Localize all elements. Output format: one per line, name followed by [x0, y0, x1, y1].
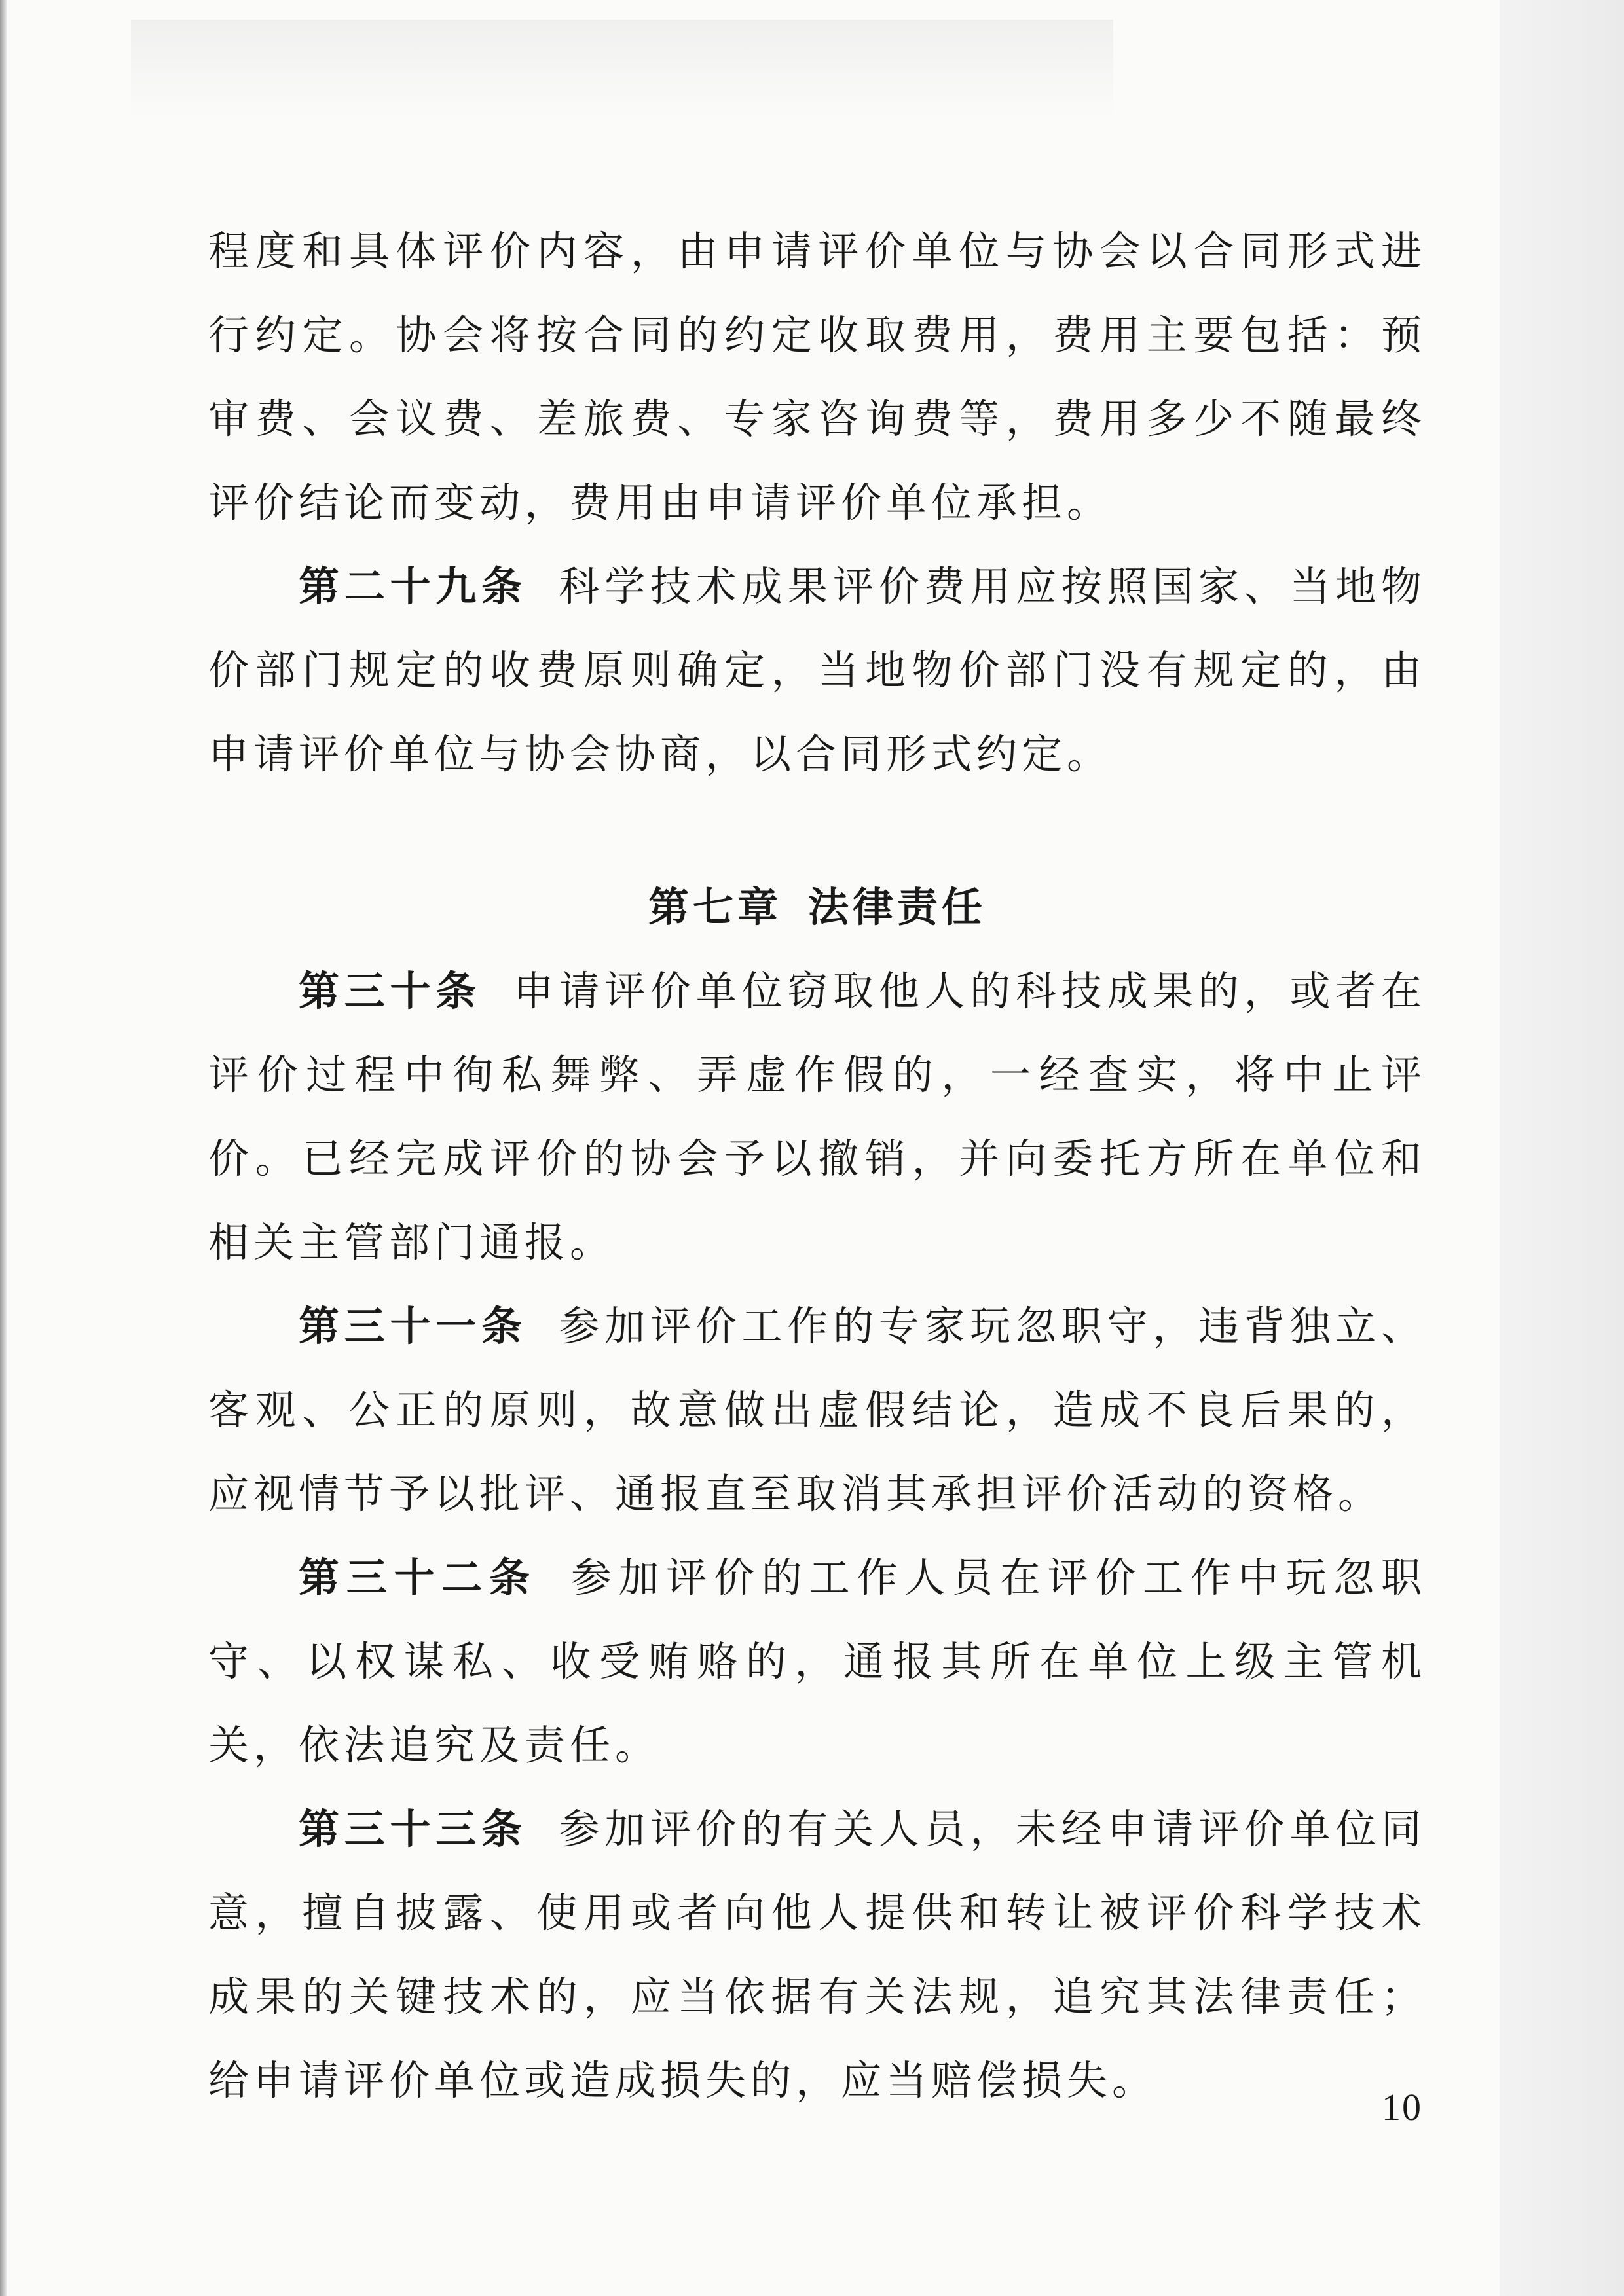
chapter-title: 法律责任: [808, 883, 987, 931]
show-through-bleed: [131, 20, 1113, 118]
article-heading: 第二十九条: [299, 562, 527, 610]
paragraph-text: 程度和具体评价内容，由申请评价单位与协会以合同形式进行约定。协会将按合同的约定收取费用，费用主要包括：预审费、会议费、差旅费、专家咨询费等，费用多少不随最终评价结论而变动，费用由申请评价单位承担。: [208, 227, 1426, 526]
article-text: 科学技术成果评价费用应按照国家、当地物价部门规定的收费原则确定，当地物价部门没有规定的，由申请评价单位与协会协商，以合同形式约定。: [208, 562, 1426, 778]
article-heading: 第三十三条: [299, 1805, 527, 1853]
article-heading: 第三十二条: [299, 1554, 537, 1601]
continued-paragraph: [208, 210, 1426, 545]
chapter-number: 第七章: [648, 883, 782, 931]
scan-shadow-right: [1500, 0, 1624, 2296]
article-heading: 第三十一条: [299, 1302, 527, 1350]
page-number: 10: [1382, 2086, 1422, 2128]
article-33: [208, 1787, 1426, 2123]
article-29: [208, 545, 1426, 796]
article-heading: 第三十条: [299, 967, 481, 1015]
scan-shadow-left: [0, 0, 7, 2296]
article-32: [208, 1536, 1426, 1787]
article-text: 参加评价的工作人员在评价工作中玩忽职守、以权谋私、收受贿赂的，通报其所在单位上级主管机关，依法追究及责任。: [208, 1554, 1426, 1769]
article-30: [208, 949, 1426, 1285]
article-text: 申请评价单位窃取他人的科技成果的，或者在评价过程中徇私舞弊、弄虚作假的，一经查实，将中止评价。已经完成评价的协会予以撤销，并向委托方所在单位和相关主管部门通报。: [208, 967, 1426, 1266]
body-text: [208, 210, 1426, 2123]
article-text: 参加评价工作的专家玩忽职守，违背独立、客观、公正的原则，故意做出虚假结论，造成不良后果的，应视情节予以批评、通报直至取消其承担评价活动的资格。: [208, 1302, 1426, 1518]
article-text: 参加评价的有关人员，未经申请评价单位同意，擅自披露、使用或者向他人提供和转让被评价科学技术成果的关键技术的，应当依据有关法规，追究其法律责任；给申请评价单位或造成损失的，应当赔偿损失。: [208, 1805, 1426, 2104]
article-31: [208, 1285, 1426, 1536]
chapter-heading: [208, 866, 1426, 949]
